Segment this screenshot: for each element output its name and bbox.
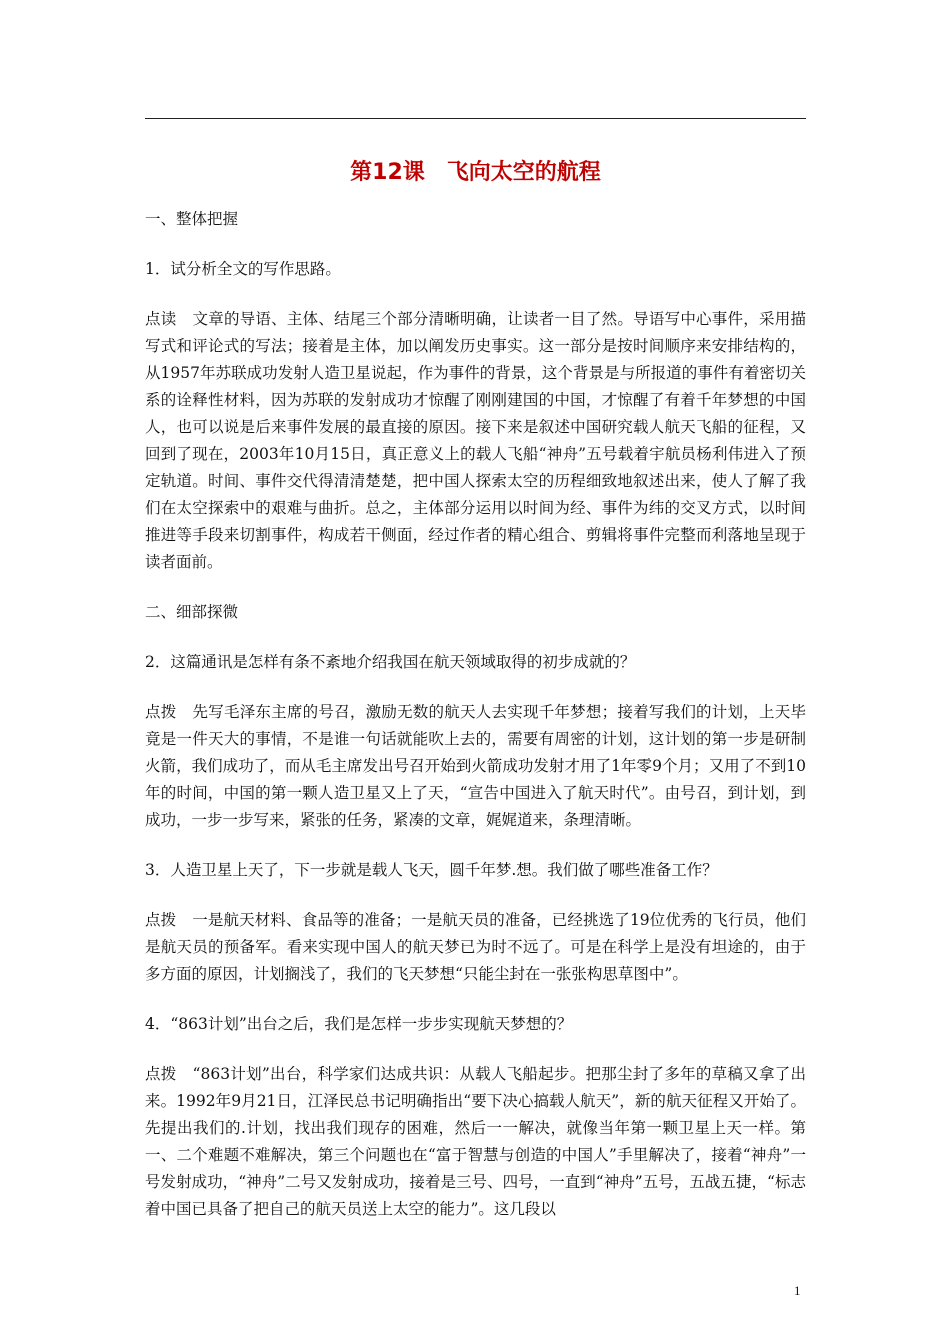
answer-4-text: “863计划”出台，科学家们达成共识：从载人飞船起步。把那尘封了多年的草稿又拿了出来。1992年9月21日，江泽民总书记明确指出“要下决心搞载人航天”，新的航天征程又开始了。先提出我们的.计划，找出我们现存的困难，然后一一解决，就像当年第一颗卫星上天一样。第一、二个难题不难解决，第三个问题也在“富于智慧与创造的中国人”手里解决了，接着“神舟”一号发射成功，“神舟”二号又发射成功，接着是三号、四号，一直到“神舟”五号，五战五捷，“标志着中国已具备了把自己的航天员送上太空的能力”。这几段以 xyxy=(145,1065,806,1218)
answer-1-text: 文章的导语、主体、结尾三个部分清晰明确，让读者一目了然。导语写中心事件，采用描写式和评论式的写法；接着是主体，加以阐发历史事实。这一部分是按时间顺序来安排结构的，从1957年苏联成功发射人造卫星说起，作为事件的背景，这个背景是与所报道的事件有着密切关系的诠释性材料，因为苏联的发射成功才惊醒了刚刚建国的中国，才惊醒了有着千年梦想的中国人，也可以说是后来事件发展的最直接的原因。接下来是叙述中国研究载人航天飞船的征程，又回到了现在，2003年10月15日，真正意义上的载人飞船“神舟”五号载着宇航员杨利伟进入了预定轨道。时间、事件交代得清清楚楚，把中国人探索太空的历程细致地叙述出来，使人了解了我们在太空探索中的艰难与曲折。总之，主体部分运用以时间为经、事件为纬的交叉方式，以时间推进等手段来切割事件，构成若干侧面，经过作者的精心组合、剪辑将事件完整而利落地呈现于读者面前。 xyxy=(145,310,806,571)
page-title xyxy=(145,156,806,190)
answer-4-lead: 点拨 xyxy=(145,1065,177,1083)
section-heading-1: 一、整体把握 xyxy=(145,210,239,228)
answer-2-text: 先写毛泽东主席的号召，激励无数的航天人去实现千年梦想；接着写我们的计划，上天毕竟是一件天大的事情，不是谁一句话就能吹上去的，需要有周密的计划，这计划的第一步是研制火箭，我们成功了，而从毛主席发出号召开始到火箭成功发射才用了1年零9个月；又用了不到10年的时间，中国的第一颗人造卫星又上了天，“宣告中国进入了航天时代”。由号召，到计划，到成功，一步一步写来，紧张的任务，紧凑的文章，娓娓道来，条理清晰。 xyxy=(145,703,806,829)
answer-1-lead: 点读 xyxy=(145,310,177,328)
content xyxy=(145,156,806,1246)
lesson-name: 飞向太空的航程 xyxy=(446,160,601,185)
answer-3 xyxy=(145,907,806,988)
header-rule xyxy=(145,118,806,119)
question-3: 3．人造卫星上天了，下一步就是载人飞天，圆千年梦.想。我们做了哪些准备工作？ xyxy=(145,861,718,879)
answer-4 xyxy=(145,1061,806,1223)
question-2: 2．这篇通讯是怎样有条不紊地介绍我国在航天领域取得的初步成就的？ xyxy=(145,653,636,671)
answer-2 xyxy=(145,699,806,834)
page-number: 1 xyxy=(794,1283,801,1298)
section-heading-2: 二、细部探微 xyxy=(145,603,239,621)
answer-3-lead: 点拨 xyxy=(145,911,177,929)
question-4: 4．“863计划”出台之后，我们是怎样一步步实现航天梦想的？ xyxy=(145,1015,573,1033)
lesson-number: 第12课 xyxy=(350,160,425,185)
answer-2-lead: 点拨 xyxy=(145,703,177,721)
question-1: 1．试分析全文的写作思路。 xyxy=(145,260,341,278)
answer-1 xyxy=(145,306,806,576)
answer-3-text: 一是航天材料、食品等的准备；一是航天员的准备，已经挑选了19位优秀的飞行员，他们是航天员的预备军。看来实现中国人的航天梦已为时不远了。可是在科学上是没有坦途的，由于多方面的原因，计划搁浅了，我们的飞天梦想“只能尘封在一张张构思草图中”。 xyxy=(145,911,806,983)
